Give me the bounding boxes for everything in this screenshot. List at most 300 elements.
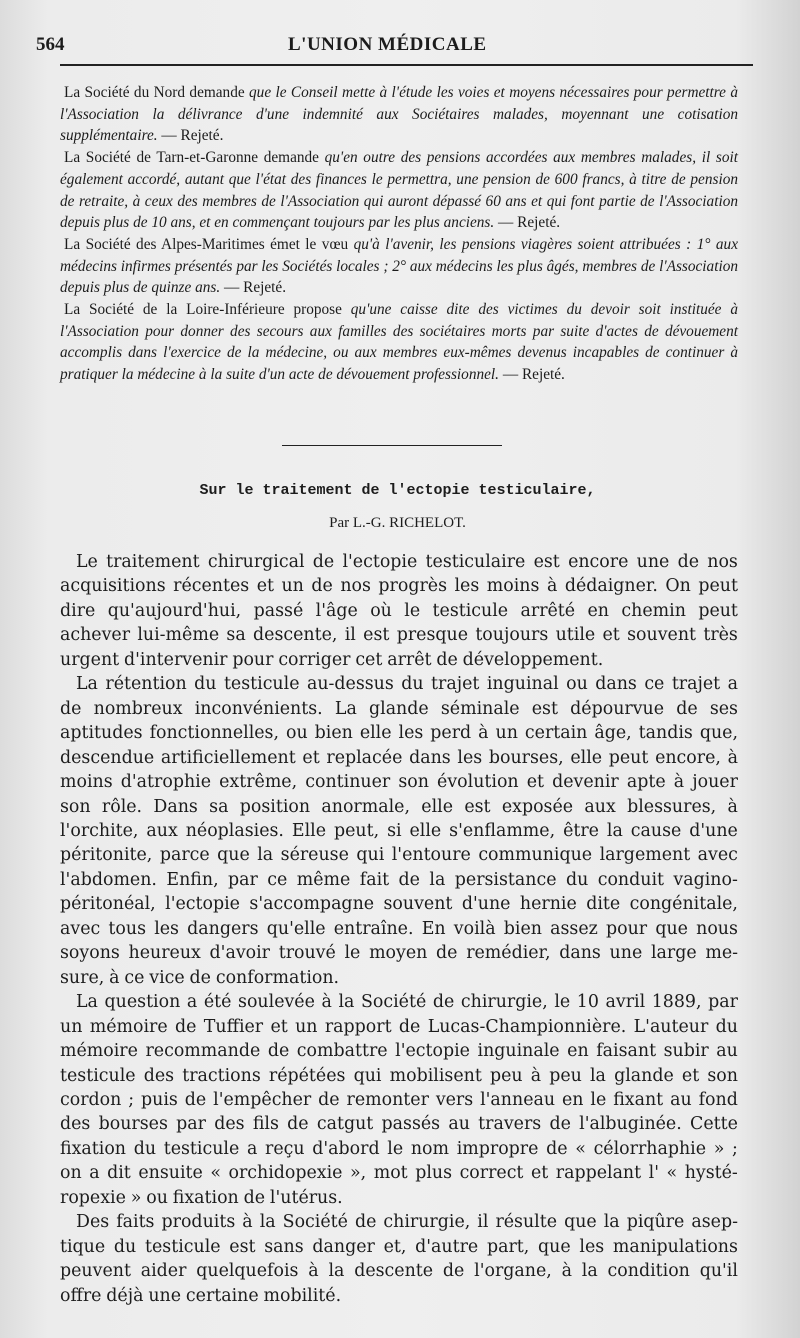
body-word: parce: [159, 845, 210, 866]
body-word: fonctionnelles,: [149, 723, 280, 744]
body-word: de: [189, 967, 211, 988]
body-word: tandis: [638, 723, 693, 744]
body-word: L'auteur: [633, 1016, 709, 1037]
body-word: 10: [576, 992, 599, 1013]
body-word: péritonéal,: [60, 894, 156, 915]
body-line: [60, 623, 738, 647]
body-word: de: [677, 552, 700, 572]
body-word: traitement: [106, 552, 200, 572]
body-word: les: [154, 918, 179, 939]
body-word: fixant: [613, 1089, 664, 1110]
body-word: d'une: [689, 820, 738, 841]
resolution-society: La Société du Nord demande: [64, 84, 250, 101]
body-word: communique: [478, 845, 593, 866]
body-word: l'anneau: [480, 1089, 556, 1110]
body-word: mot: [373, 1163, 408, 1184]
body-word: nous: [696, 918, 738, 939]
body-word: aux: [146, 820, 178, 841]
body-word: trouvé: [278, 943, 336, 964]
body-word: elle: [570, 747, 603, 768]
body-word: l'entoure: [391, 845, 471, 866]
resolution-request: que le Conseil mette à l'étude les voies et moyens nécessaires pour permettre à l'Association la délivrance d'une indemnité aux Sociétaires malades, moyennant une cotisation supplémentaire.: [60, 84, 738, 145]
body-word: continuer: [305, 772, 391, 793]
body-word: fixation: [60, 1138, 126, 1159]
body-word: de: [287, 1114, 309, 1135]
body-word: impropre: [456, 1138, 539, 1159]
society-resolutions: [60, 82, 738, 386]
body-word: l': [648, 1163, 659, 1184]
body-line: [60, 1088, 738, 1112]
body-word: de: [311, 576, 333, 597]
body-word: progrès: [378, 576, 447, 597]
body-word: Tuffier: [203, 1016, 264, 1037]
body-line: [60, 1186, 738, 1210]
body-word: l'abdomen.: [60, 869, 157, 890]
body-word: dépourvue: [570, 698, 665, 719]
body-word: nom: [410, 1138, 450, 1159]
body-word: recommande: [145, 1041, 261, 1062]
body-word: chemin: [621, 600, 686, 621]
body-word: sure,: [60, 967, 105, 988]
body-line: [60, 672, 738, 696]
body-word: et: [302, 747, 320, 768]
body-word: répétées: [268, 1065, 346, 1086]
body-word: testicule: [60, 1065, 136, 1086]
body-word: testicule: [432, 600, 509, 621]
body-word: un: [60, 1016, 83, 1037]
body-word: ce: [267, 869, 288, 890]
body-word: ropexie: [60, 1187, 126, 1208]
body-word: et: [270, 1016, 288, 1037]
body-word: est: [363, 625, 390, 646]
body-line: [60, 1064, 738, 1088]
body-word: à: [530, 1065, 542, 1086]
body-word: moyen: [369, 943, 428, 964]
body-word: nos: [707, 552, 738, 572]
body-word: de: [398, 869, 420, 890]
body-word: du: [113, 1236, 137, 1257]
body-word: passés: [381, 1114, 441, 1135]
body-word: la: [581, 1261, 598, 1282]
body-word: arrêt: [387, 649, 432, 670]
body-word: corriger: [278, 649, 351, 670]
body-word: il: [344, 625, 356, 646]
body-word: peut: [698, 600, 738, 621]
body-word: sans: [264, 1236, 304, 1257]
body-word: du: [194, 674, 217, 695]
body-word: fixation: [172, 1187, 239, 1208]
body-word: descendue: [60, 747, 155, 768]
body-word: une: [148, 1285, 182, 1306]
body-word: nos: [340, 576, 371, 597]
body-word: cause: [630, 820, 682, 841]
body-word: »: [130, 1187, 142, 1208]
body-word: en: [562, 1089, 584, 1110]
body-word: On: [665, 576, 691, 597]
body-word: entraîne.: [333, 918, 414, 939]
body-word: qui: [356, 845, 385, 866]
body-word: de: [398, 1016, 421, 1037]
body-word: produits: [161, 1212, 236, 1233]
body-word: de: [436, 943, 458, 964]
body-word: que,: [699, 723, 738, 744]
body-word: du: [715, 1016, 738, 1037]
body-word: au-dessus: [306, 674, 394, 695]
body-word: devenir: [552, 772, 619, 793]
body-word: inguinal: [486, 674, 559, 695]
resolution-society: La Société de la Loire-Inférieure propose: [64, 301, 351, 319]
body-line: [60, 1039, 738, 1063]
body-word: séminale: [440, 698, 520, 719]
body-word: vagino-: [673, 869, 738, 890]
body-word: En: [421, 918, 446, 939]
body-word: si: [387, 820, 402, 841]
body-line: [60, 1235, 738, 1259]
body-word: ;: [128, 1089, 135, 1110]
body-word: et: [681, 1065, 700, 1086]
body-word: a: [186, 992, 198, 1013]
body-word: ensuite: [138, 1163, 203, 1184]
resolution-society: La Société de Tarn-et-Garonne demande: [64, 149, 325, 167]
resolution-society: La Société des Alpes-Maritimes émet le vœu: [64, 235, 354, 253]
body-word: blessures,: [627, 796, 717, 817]
body-word: du: [565, 869, 589, 890]
body-word: toujours: [475, 625, 549, 646]
body-word: piqûre: [626, 1212, 685, 1233]
body-word: péritonite,: [60, 845, 153, 866]
body-word: le: [344, 943, 361, 964]
body-word: qu'elle: [266, 918, 326, 939]
body-line: [60, 1210, 738, 1234]
body-word: elle: [421, 796, 454, 817]
body-word: la: [606, 820, 623, 841]
resolution-request: qu'une caisse dite des victimes du devoir soit instituée à l'Association pour donner des secours aux familles des sociétaires morts par suite d'actes de dévouement accomplis dans l'exercice de la médecine, ou aux membres eux-mêmes devenus incapables de continuer à pratiquer la médecine à la suite d'un acte de dévouement professionnel.: [60, 301, 738, 384]
body-word: La: [76, 992, 98, 1013]
body-word: Des: [76, 1212, 110, 1233]
body-word: Enfin,: [166, 869, 219, 890]
body-word: perd: [430, 723, 472, 744]
body-word: La: [76, 674, 98, 695]
body-word: bourses: [98, 1114, 168, 1135]
body-word: les: [398, 723, 424, 744]
body-word: artificiellement: [160, 747, 296, 768]
body-word: de: [436, 649, 458, 670]
body-word: au: [716, 1041, 738, 1062]
body-line: [60, 1284, 738, 1308]
body-word: la: [328, 1261, 345, 1282]
body-word: faisant: [596, 1041, 657, 1062]
body-word: tractions: [182, 1065, 261, 1086]
body-line: [60, 819, 738, 843]
body-word: âge,: [594, 723, 632, 744]
body-word: est: [464, 796, 491, 817]
body-word: encore,: [655, 747, 721, 768]
body-word: trajet: [671, 674, 721, 695]
body-word: utile: [555, 625, 596, 646]
body-word: on: [60, 1163, 82, 1184]
body-word: s'accompagne: [249, 894, 375, 915]
body-word: testicule: [223, 674, 300, 695]
body-word: lui-même: [137, 625, 220, 646]
body-word: les: [579, 1236, 605, 1257]
body-word: souvent: [383, 894, 453, 915]
body-line: [60, 941, 738, 965]
body-word: l'orchite,: [60, 820, 139, 841]
body-line: [60, 721, 738, 745]
body-word: fait: [359, 869, 390, 890]
body-word: travers: [478, 1114, 542, 1135]
body-word: asep-: [691, 1212, 738, 1233]
body-word: l'ectopie: [165, 894, 240, 915]
body-word: vers: [435, 1089, 474, 1110]
body-word: et: [256, 576, 274, 597]
body-word: ce: [124, 967, 145, 988]
body-word: danger: [312, 1236, 375, 1257]
body-word: chirurgie,: [383, 1212, 471, 1233]
body-word: rapport: [324, 1016, 392, 1037]
article-title: Sur le traitement de l'ectopie testiculaire,: [199, 482, 596, 499]
body-word: dire: [60, 600, 96, 621]
body-word: des: [143, 1065, 175, 1086]
body-word: »,: [350, 1163, 367, 1184]
body-line: [60, 648, 738, 672]
body-word: sa: [209, 796, 229, 817]
body-word: le: [387, 1138, 404, 1159]
body-word: et: [530, 1163, 549, 1184]
body-word: que: [538, 1236, 571, 1257]
body-word: Lucas-Championnière.: [427, 1016, 627, 1037]
body-word: dangers: [187, 918, 259, 939]
body-word: mémoire: [89, 1016, 168, 1037]
body-word: s'enflamme,: [449, 820, 556, 841]
body-word: question: [104, 992, 181, 1013]
body-word: déjà: [106, 1285, 144, 1306]
body-word: manipulations: [612, 1236, 738, 1257]
body-word: la: [590, 1065, 606, 1086]
body-word: et: [602, 625, 620, 646]
body-word: de: [175, 1016, 197, 1037]
body-word: souvent: [627, 625, 697, 646]
body-word: congénitale,: [629, 894, 738, 915]
body-word: glande: [614, 1065, 674, 1086]
body-word: à: [561, 1261, 572, 1282]
body-word: bien: [314, 723, 353, 744]
body-word: séreuse: [280, 845, 349, 866]
body-word: certain: [524, 723, 588, 744]
body-word: le: [554, 992, 571, 1013]
body-word: il: [477, 1212, 489, 1233]
body-word: cet: [355, 649, 383, 670]
body-word: le: [590, 1089, 607, 1110]
body-word: testicule: [163, 1138, 240, 1159]
body-word: conduit: [597, 869, 664, 890]
body-word: la: [603, 1212, 620, 1233]
body-word: des: [214, 1114, 245, 1135]
body-word: a: [89, 1163, 100, 1184]
body-word: rôle.: [101, 796, 143, 817]
body-word: de: [442, 1261, 465, 1282]
resolution-result: — Rejeté.: [220, 279, 287, 297]
body-word: inconvénients.: [194, 698, 323, 719]
body-word: persistance: [454, 869, 557, 890]
body-word: descente: [354, 1261, 434, 1282]
body-word: plus: [415, 1163, 453, 1184]
body-word: récentes: [173, 576, 250, 597]
body-line: [60, 550, 738, 574]
body-word: »: [713, 1138, 725, 1159]
body-word: un: [281, 576, 304, 597]
body-word: cordon: [60, 1089, 122, 1110]
body-word: offre: [60, 1285, 102, 1306]
body-word: ou: [146, 1187, 168, 1208]
body-word: faits: [116, 1212, 155, 1233]
body-word: par: [228, 869, 258, 890]
body-word: a: [727, 674, 738, 695]
body-word: soulevée: [238, 992, 315, 1013]
body-word: du: [401, 674, 424, 695]
body-word: du: [133, 1138, 157, 1159]
header-rule: [60, 64, 753, 66]
body-word: en: [567, 1041, 589, 1062]
body-word: arrêté: [520, 600, 576, 621]
body-word: qu'il: [699, 1261, 738, 1282]
body-word: l'empêcher: [213, 1089, 312, 1110]
journal-title: L'UNION MÉDICALE: [288, 34, 487, 55]
body-word: mémoire: [60, 1041, 138, 1062]
body-word: Société: [360, 992, 427, 1013]
body-word: dans: [595, 674, 637, 695]
body-word: «: [575, 1138, 586, 1159]
body-word: replacée: [326, 747, 403, 768]
body-word: mobilité.: [263, 1285, 342, 1306]
resolution-result: — Rejeté.: [157, 127, 224, 145]
body-line: [60, 1137, 738, 1161]
body-word: une: [636, 552, 670, 572]
body-word: presque: [396, 625, 468, 646]
body-word: d'avoir: [209, 943, 270, 964]
body-word: pour: [606, 918, 648, 939]
body-line: [60, 697, 738, 721]
body-word: anormale,: [321, 796, 410, 817]
body-word: néoplasies.: [185, 820, 284, 841]
body-word: La: [334, 698, 357, 719]
body-word: part,: [486, 1236, 530, 1257]
body-word: nombreux: [93, 698, 183, 719]
body-word: de: [243, 1187, 266, 1208]
body-word: achever: [60, 625, 131, 646]
body-word: à: [727, 747, 738, 768]
resolution-paragraph: [60, 82, 738, 147]
body-word: moins: [60, 772, 113, 793]
body-word: à: [109, 967, 120, 988]
body-word: à: [308, 1261, 319, 1282]
body-word: vice: [149, 967, 185, 988]
body-word: l'utérus.: [269, 1187, 343, 1208]
running-header: [36, 30, 756, 60]
body-word: de: [549, 1114, 571, 1135]
body-word: célorrhaphie: [593, 1138, 707, 1159]
body-word: remédier,: [466, 943, 551, 964]
body-word: large: [650, 943, 697, 964]
body-word: des: [60, 1114, 91, 1135]
body-line: [60, 892, 738, 916]
body-word: dite: [586, 894, 621, 915]
body-word: puis: [141, 1089, 178, 1110]
body-word: testiculaire: [425, 552, 526, 572]
body-word: subir: [663, 1041, 709, 1062]
body-word: peu: [489, 1065, 523, 1086]
body-word: assez: [550, 918, 598, 939]
body-word: où: [370, 600, 392, 621]
body-word: condition: [607, 1261, 690, 1282]
body-word: de: [312, 552, 335, 572]
body-word: de: [60, 698, 82, 719]
body-word: à: [321, 992, 332, 1013]
body-word: peuvent: [60, 1261, 131, 1282]
body-line: [60, 746, 738, 770]
body-word: voilà: [453, 918, 496, 939]
body-word: à: [478, 723, 489, 744]
body-word: hysté-: [684, 1163, 738, 1184]
body-word: les: [457, 747, 483, 768]
body-word: encore: [568, 552, 629, 572]
body-word: dédaigner.: [564, 576, 658, 597]
body-word: Dans: [153, 796, 198, 817]
body-word: un: [295, 1016, 318, 1037]
body-word: de: [546, 1138, 568, 1159]
body-word: développement.: [462, 649, 604, 670]
body-word: Le: [76, 552, 98, 572]
body-word: avec: [60, 918, 101, 939]
body-line: [60, 1112, 738, 1136]
body-line: [60, 917, 738, 941]
body-word: de: [676, 698, 698, 719]
body-word: aptitudes: [60, 723, 143, 744]
body-word: hernie: [519, 894, 577, 915]
body-word: la: [338, 992, 355, 1013]
body-word: orchidopexie: [228, 1163, 343, 1184]
resolution-result: — Rejeté.: [494, 214, 561, 232]
body-word: ses: [709, 698, 738, 719]
body-word: au: [448, 1114, 470, 1135]
body-word: par: [708, 992, 738, 1013]
body-word: avec: [697, 845, 738, 866]
body-word: l'ectopie: [342, 552, 418, 572]
body-word: moins: [486, 576, 540, 597]
body-word: fils: [252, 1114, 279, 1135]
body-word: Elle: [291, 820, 327, 841]
body-word: urgent: [60, 649, 120, 670]
body-word: acquisitions: [60, 576, 166, 597]
body-word: mobilisent: [389, 1065, 482, 1086]
body-word: être: [563, 820, 599, 841]
body-word: apte: [626, 772, 666, 793]
body-word: une: [609, 943, 643, 964]
body-word: par: [176, 1114, 206, 1135]
body-word: son: [707, 1065, 738, 1086]
body-word: d'abord: [312, 1138, 380, 1159]
body-word: heureux: [128, 943, 201, 964]
body-word: reçu: [265, 1138, 305, 1159]
body-word: dit: [107, 1163, 131, 1184]
body-word: peut: [608, 747, 649, 768]
body-word: sa: [226, 625, 246, 646]
body-word: avril: [605, 992, 646, 1013]
body-word: rappelant: [555, 1163, 642, 1184]
body-word: résulte: [495, 1212, 558, 1233]
body-word: 1889,: [651, 992, 702, 1013]
body-word: elle: [359, 723, 392, 744]
